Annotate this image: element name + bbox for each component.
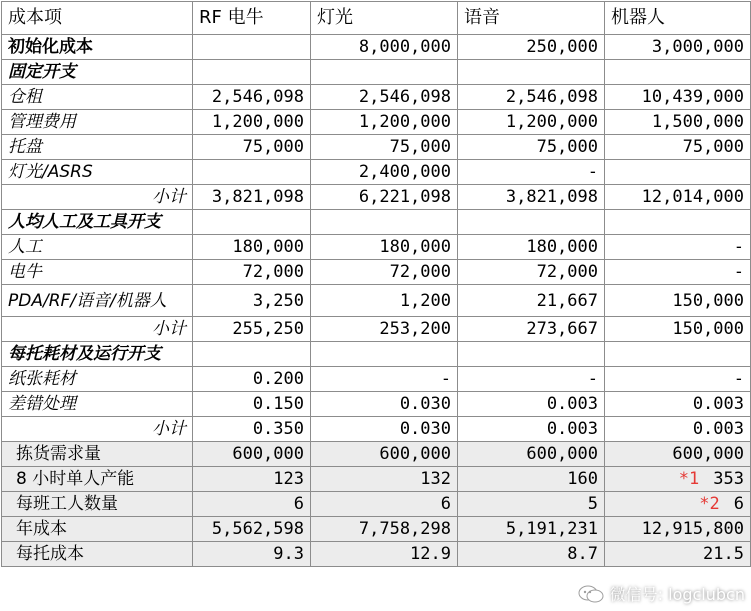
row-label: 托盘 [2,135,193,160]
cell: 255,250 [193,317,311,342]
cell: 3,250 [193,285,311,317]
row-label: 仓租 [2,85,193,110]
cell [605,160,751,185]
subtotal-row [2,317,751,342]
table-row [2,135,751,160]
section-title: 每托耗材及运行开支 [2,342,193,367]
cell: 180,000 [193,235,311,260]
cell: 0.200 [193,367,311,392]
summary-row [2,517,751,542]
wechat-icon [578,584,604,604]
header-rf: RF 电牛 [193,2,311,35]
initial-cost-row [2,35,751,60]
cell: 0.003 [605,417,751,442]
section-title-row [2,342,751,367]
row-label: 初始化成本 [2,35,193,60]
section-title: 人均人工及工具开支 [2,210,193,235]
cell: 160 [458,467,605,492]
cell: 75,000 [311,135,458,160]
subtotal-row [2,185,751,210]
table-row [2,235,751,260]
table-row [2,110,751,135]
cell: 5,562,598 [193,517,311,542]
cell: 273,667 [458,317,605,342]
cell: 600,000 [605,442,751,467]
cell: 10,439,000 [605,85,751,110]
cell: 5,191,231 [458,517,605,542]
header-cost-item: 成本项 [2,2,193,35]
cell: 600,000 [458,442,605,467]
cell: 75,000 [193,135,311,160]
table-row [2,392,751,417]
subtotal-label: 小计 [2,317,193,342]
table-row [2,160,751,185]
cell: 1,200,000 [311,110,458,135]
row-label: 灯光/ASRS [2,160,193,185]
cell: 2,546,098 [311,85,458,110]
cell: - [605,235,751,260]
cell: 0.003 [605,392,751,417]
row-label: 差错处理 [2,392,193,417]
section-title: 固定开支 [2,60,193,85]
cell: 1,500,000 [605,110,751,135]
cell: 0.030 [311,417,458,442]
cell: 0.030 [311,392,458,417]
table-row [2,260,751,285]
cell: 2,546,098 [458,85,605,110]
cell: 0.003 [458,392,605,417]
table-row [2,367,751,392]
cell [605,467,751,492]
watermark-text: 微信号: logclubcn [609,585,745,604]
cell: 21.5 [605,542,751,567]
cell: 180,000 [311,235,458,260]
cell: 9.3 [193,542,311,567]
cell: - [458,160,605,185]
cell: 72,000 [458,260,605,285]
cell: 75,000 [458,135,605,160]
cell: 12,915,800 [605,517,751,542]
cell: 2,400,000 [311,160,458,185]
summary-row [2,492,751,517]
cell: 132 [311,467,458,492]
cell: - [605,367,751,392]
cell: 3,821,098 [193,185,311,210]
cell: - [605,260,751,285]
cell: 150,000 [605,317,751,342]
watermark [578,582,745,605]
cell: 0.003 [458,417,605,442]
cell: 8,000,000 [311,35,458,60]
cell: 5 [458,492,605,517]
cell: 3,000,000 [605,35,751,60]
cell: 8.7 [458,542,605,567]
row-label: 管理费用 [2,110,193,135]
row-label: 每班工人数量 [2,492,193,517]
cell: 75,000 [605,135,751,160]
cell: 12.9 [311,542,458,567]
cell: 1,200,000 [458,110,605,135]
table-row [2,85,751,110]
summary-row [2,442,751,467]
cell: 123 [193,467,311,492]
row-label: 8 小时单人产能 [2,467,193,492]
cell: - [311,367,458,392]
cell: 250,000 [458,35,605,60]
cell: 180,000 [458,235,605,260]
row-label: 人工 [2,235,193,260]
section-title-row [2,60,751,85]
cell: 6 [311,492,458,517]
row-label: 纸张耗材 [2,367,193,392]
cell-value: 353 [713,469,744,489]
cell: 1,200,000 [193,110,311,135]
footnote-marker: *2 [699,494,720,514]
header-row [2,2,751,35]
row-label: PDA/RF/语音/机器人 [2,285,193,317]
subtotal-row [2,417,751,442]
cell: 0.350 [193,417,311,442]
cell: 1,200 [311,285,458,317]
row-label: 电牛 [2,260,193,285]
cell: 6,221,098 [311,185,458,210]
subtotal-label: 小计 [2,185,193,210]
cell: 253,200 [311,317,458,342]
cell [605,492,751,517]
cell: 600,000 [311,442,458,467]
header-robot: 机器人 [605,2,751,35]
cell: 2,546,098 [193,85,311,110]
cell: 600,000 [193,442,311,467]
cell [193,35,311,60]
table-row [2,285,751,317]
cell: - [458,367,605,392]
cell: 6 [193,492,311,517]
cost-comparison-table [1,1,751,567]
summary-row [2,542,751,567]
cell: 0.150 [193,392,311,417]
cell: 7,758,298 [311,517,458,542]
footnote-marker: *1 [678,469,700,489]
header-light: 灯光 [311,2,458,35]
row-label: 拣货需求量 [2,442,193,467]
cell: 3,821,098 [458,185,605,210]
header-voice: 语音 [458,2,605,35]
cell: 150,000 [605,285,751,317]
summary-row [2,467,751,492]
subtotal-label: 小计 [2,417,193,442]
section-title-row [2,210,751,235]
row-label: 年成本 [2,517,193,542]
row-label: 每托成本 [2,542,193,567]
cell: 21,667 [458,285,605,317]
cell: 72,000 [193,260,311,285]
cell-value: 6 [733,494,744,514]
cell: 72,000 [311,260,458,285]
cell: 12,014,000 [605,185,751,210]
cell [193,160,311,185]
